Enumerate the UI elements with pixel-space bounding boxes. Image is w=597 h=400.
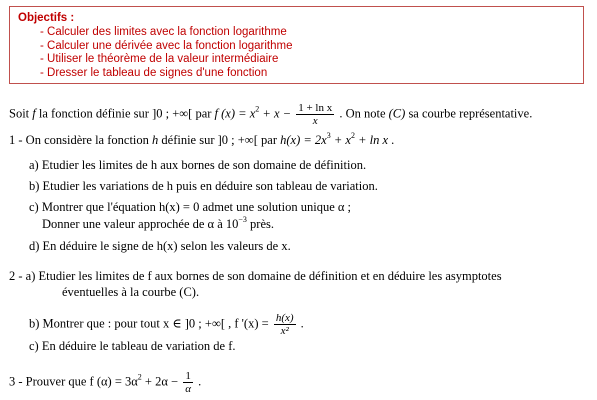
q2-c: c) En déduire le tableau de variation de f. <box>29 339 236 353</box>
q3-text: 3 - Prouver que f (α) = 3α <box>9 374 138 389</box>
q2-a2: éventuelles à la courbe (C). <box>62 285 200 299</box>
fraction-numerator: 1 <box>183 370 193 383</box>
fraction-numerator: h(x) <box>275 312 294 324</box>
exponent: 2 <box>350 131 355 140</box>
objectifs-title: Objectifs : <box>18 12 75 24</box>
objectif-item: - Utiliser le théorème de la valeur intermédiaire <box>40 53 279 65</box>
fraction <box>296 102 334 127</box>
objectif-item: - Calculer des limites avec la fonction logarithme <box>40 26 287 38</box>
exponent: 2 <box>137 372 142 382</box>
q2-text: b) Montrer que : pour tout x ∈ ]0 ; +∞[ , f '(x) = <box>29 316 269 331</box>
q1-c1: c) Montrer que l'équation h(x) = 0 admet une solution unique α ; <box>29 200 352 214</box>
intro-line <box>9 102 532 127</box>
formula-h: + ln x <box>354 133 389 147</box>
q1-a: a) Etudier les limites de h aux bornes de son domaine de définition. <box>29 158 367 172</box>
objectifs-box <box>9 6 584 84</box>
q2-a1: 2 - a) Etudier les limites de f aux bornes de son domaine de définition et en déduire les asymptotes <box>9 269 502 283</box>
exponent: 3 <box>326 131 331 140</box>
q2-b <box>29 312 304 337</box>
intro-text: sa courbe représentative. <box>408 106 533 121</box>
q2-text: . <box>300 316 304 331</box>
q1-text: . <box>391 133 395 147</box>
q1-text: 1 - On considère la fonction <box>9 133 149 147</box>
q1-text: par <box>261 133 277 147</box>
intro-text: par <box>195 106 212 121</box>
interval: ]0 ; +∞[ <box>217 133 258 147</box>
q3-text: . <box>198 374 202 389</box>
q1-text: près. <box>246 217 274 231</box>
formula-f-mid: + x − <box>259 106 292 121</box>
q3-line <box>9 370 201 395</box>
q1-lead-line <box>9 132 394 148</box>
objectif-item: - Dresser le tableau de signes d'une fonction <box>40 66 268 79</box>
var-h: h <box>152 133 159 147</box>
q1-c2 <box>42 216 274 232</box>
fraction <box>183 370 193 395</box>
intro-text: la fonction définie sur <box>38 106 149 121</box>
q1-text: Donner une valeur approchée de α à 10 <box>42 217 239 231</box>
var-f: f <box>32 106 36 121</box>
fraction-denominator: x <box>312 115 318 127</box>
fraction-denominator: α <box>185 383 191 395</box>
curve-label: (C) <box>388 106 406 121</box>
intro-text: . On note <box>339 106 386 121</box>
interval: ]0 ; +∞[ <box>152 106 193 121</box>
formula-h: + x <box>330 133 351 147</box>
formula-f: f (x) = x <box>214 106 256 121</box>
fraction <box>274 312 296 337</box>
exponent: −3 <box>238 215 247 224</box>
formula-h: h(x) = 2x <box>280 133 327 147</box>
fraction-numerator: 1 + ln x <box>298 102 333 114</box>
objectif-item: - Calculer une dérivée avec la fonction logarithme <box>40 39 293 52</box>
exponent: 2 <box>255 104 260 114</box>
fraction-denominator: x² <box>280 325 289 337</box>
intro-text: Soit <box>9 106 30 121</box>
q1-d: d) En déduire le signe de h(x) selon les valeurs de x. <box>29 239 291 253</box>
q1-text: définie sur <box>161 133 215 147</box>
q1-b: b) Etudier les variations de h puis en déduire son tableau de variation. <box>29 179 378 193</box>
q3-text: + 2α − <box>141 374 179 389</box>
